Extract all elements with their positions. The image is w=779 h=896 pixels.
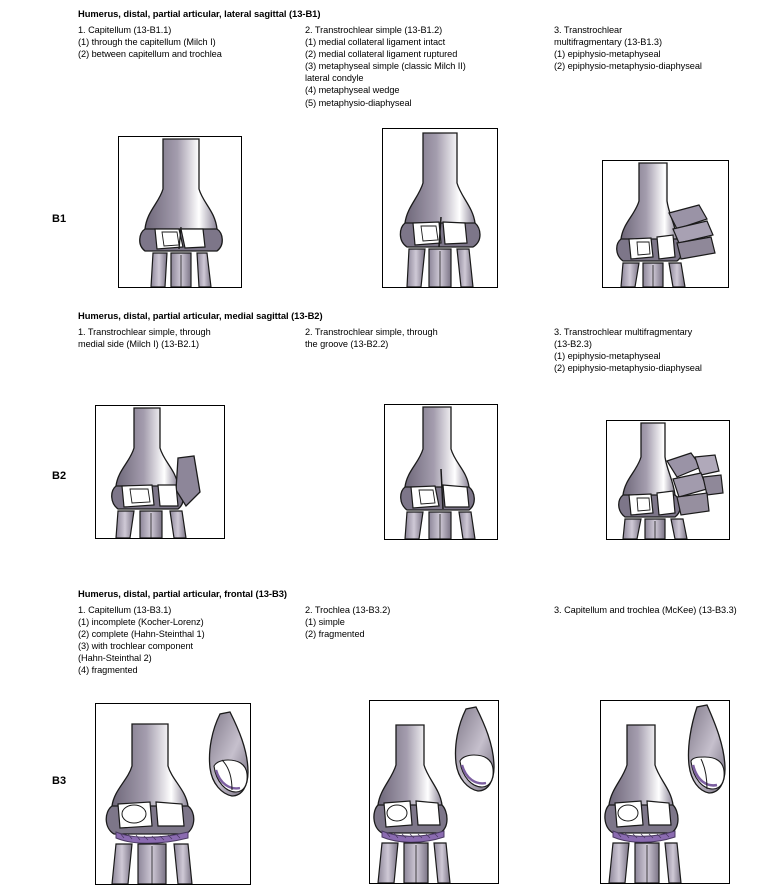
section-b2-column-1 [78, 326, 293, 350]
figure-b2-1 [95, 405, 225, 539]
section-b3-column-3 [554, 604, 779, 616]
text-line: 1. Capitellum (13-B1.1) [78, 25, 172, 35]
section-b1-title: Humerus, distal, partial articular, lateral sagittal (13-B1) [78, 8, 321, 19]
section-b2-column-3 [554, 326, 779, 374]
section-b3-column-1 [78, 604, 293, 677]
figure-b3-1 [95, 703, 251, 885]
section-b2-title: Humerus, distal, partial articular, medial sagittal (13-B2) [78, 310, 323, 321]
section-b2 [0, 310, 779, 575]
section-b2-column-2 [305, 326, 530, 350]
section-b1-column-1 [78, 24, 293, 60]
text-line: lateral condyle [305, 73, 364, 84]
text-line: (1) epiphysio-metaphyseal [554, 49, 661, 60]
text-line: (1) medial collateral ligament intact [305, 37, 446, 48]
text-line: 1. Transtrochlear simple, through [78, 327, 211, 337]
figure-b3-3 [600, 700, 730, 884]
text-line: (3) with trochlear component [78, 641, 194, 652]
text-line: (5) metaphysio-diaphyseal [305, 97, 412, 108]
figure-b3-2 [369, 700, 499, 884]
group-label-b3: B3 [52, 775, 67, 787]
text-line: (1) through the capitellum (Milch I) [78, 37, 216, 48]
text-line: 1. Capitellum (13-B3.1) [78, 605, 172, 615]
figure-b1-1 [118, 136, 242, 288]
text-line: (Hahn-Steinthal 2) [78, 653, 152, 664]
text-line: medial side (Milch I) (13-B2.1) [78, 339, 199, 350]
text-line: (2) between capitellum and trochlea [78, 49, 222, 60]
text-line: 3. Capitellum and trochlea (McKee) (13-B3.3) [554, 605, 737, 615]
text-line: (3) metaphyseal simple (classic Milch II) [305, 61, 466, 72]
figure-b1-2 [382, 128, 498, 288]
section-b1 [0, 8, 779, 298]
group-label-b2: B2 [52, 470, 67, 482]
figure-b2-3 [606, 420, 730, 540]
text-line: (1) simple [305, 617, 345, 628]
text-line: (4) fragmented [78, 665, 138, 676]
text-line: 2. Transtrochlear simple, through [305, 327, 438, 337]
text-line: (1) incomplete (Kocher-Lorenz) [78, 617, 204, 628]
section-b1-column-2 [305, 24, 530, 109]
group-label-b1: B1 [52, 213, 67, 225]
text-line: (2) epiphysio-metaphysio-diaphyseal [554, 61, 702, 72]
text-line: (2) medial collateral ligament ruptured [305, 49, 458, 60]
text-line: 2. Transtrochlear simple (13-B1.2) [305, 25, 443, 35]
text-line: multifragmentary (13-B1.3) [554, 37, 662, 48]
text-line: 3. Transtrochlear [554, 25, 623, 35]
text-line: (2) fragmented [305, 629, 365, 640]
section-b3-title: Humerus, distal, partial articular, frontal (13-B3) [78, 588, 287, 599]
section-b1-column-3 [554, 24, 779, 72]
section-b3 [0, 588, 779, 888]
text-line: (2) complete (Hahn-Steinthal 1) [78, 629, 205, 640]
text-line: (2) epiphysio-metaphysio-diaphyseal [554, 363, 702, 374]
text-line: 3. Transtrochlear multifragmentary [554, 327, 693, 337]
text-line: (13-B2.3) [554, 339, 592, 350]
figure-b2-2 [384, 404, 498, 540]
text-line: the groove (13-B2.2) [305, 339, 389, 350]
text-line: (4) metaphyseal wedge [305, 85, 400, 96]
section-b3-column-2 [305, 604, 530, 640]
text-line: 2. Trochlea (13-B3.2) [305, 605, 391, 615]
text-line: (1) epiphysio-metaphyseal [554, 351, 661, 362]
figure-b1-3 [602, 160, 729, 288]
